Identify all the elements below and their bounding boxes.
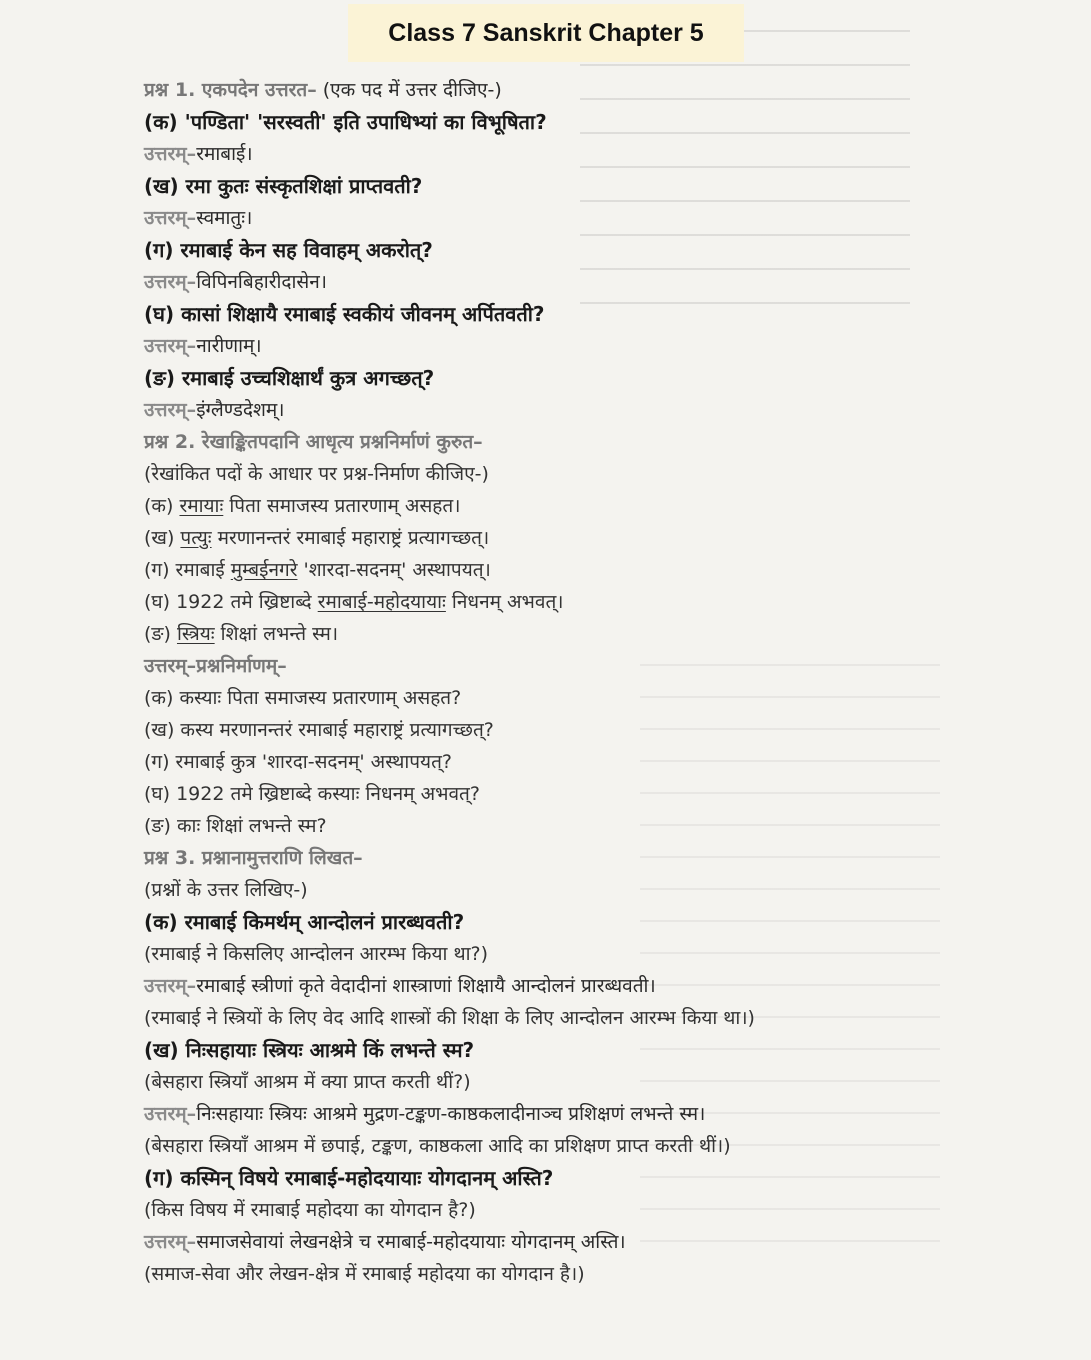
q1-answer: उत्तरम्–विपिनबिहारीदासेन। bbox=[144, 271, 328, 293]
q3-question: (ख) निःसहायाः स्त्रियः आश्रमे किं लभन्ते स्म? bbox=[144, 1038, 475, 1062]
q3-answer: उत्तरम्–निःसहायाः स्त्रियः आश्रमे मुद्रण-टङ्कण-काष्ठकलादीनाञ्च प्रशिक्षणं लभन्ते स्म। bbox=[144, 1103, 706, 1125]
q2-sentence: (ख) पत्युः मरणानन्तरं रमाबाई महाराष्ट्रं प्रत्यागच्छत्। bbox=[144, 527, 490, 549]
q1-answer: उत्तरम्–नारीणाम्। bbox=[144, 335, 262, 357]
q3-answer: उत्तरम्–रमाबाई स्त्रीणां कृते वेदादीनां शास्त्राणां शिक्षायै आन्दोलनं प्रारब्धवती। bbox=[144, 975, 656, 997]
q3-question-hindi: (बेसहारा स्त्रियाँ आश्रम में क्या प्राप्त करती थीं?) bbox=[144, 1071, 471, 1093]
q3-question: (क) रमाबाई किमर्थम् आन्दोलनं प्रारब्धवती? bbox=[144, 910, 465, 934]
q2-sentence: (ग) रमाबाई मुम्बईनगरे 'शारदा-सदनम्' अस्थापयत्। bbox=[144, 559, 491, 581]
q3-answer-hindi: (बेसहारा स्त्रियाँ आश्रम में छपाई, टङ्कण, काष्ठकला आदि का प्रशिक्षण प्राप्त करती थीं।) bbox=[144, 1135, 731, 1157]
q1-question: (घ) कासां शिक्षायै रमाबाई स्वकीयं जीवनम् अर्पितवती? bbox=[144, 302, 545, 326]
q1-question: (ङ) रमाबाई उच्चशिक्षार्थं कुत्र अगच्छत्? bbox=[144, 366, 435, 390]
q2-answer: (ङ) काः शिक्षां लभन्ते स्म? bbox=[144, 815, 327, 837]
content bbox=[144, 74, 924, 1290]
q3-answer-hindi: (रमाबाई ने स्त्रियों के लिए वेद आदि शास्त्रों की शिक्षा के लिए आन्दोलन आरम्भ किया था।) bbox=[144, 1007, 755, 1029]
q3-heading-note: (प्रश्नों के उत्तर लिखिए-) bbox=[144, 879, 308, 901]
q3-question-hindi: (रमाबाई ने किसलिए आन्दोलन आरम्भ किया था?) bbox=[144, 943, 489, 965]
q2-answer-heading: उत्तरम्–प्रश्ननिर्माणम्– bbox=[144, 655, 287, 677]
q1-answer: उत्तरम्–रमाबाई। bbox=[144, 143, 253, 165]
q3-answer: उत्तरम्–समाजसेवायां लेखनक्षेत्रे च रमाबाई-महोदयायाः योगदानम् अस्ति। bbox=[144, 1231, 626, 1253]
title-banner bbox=[348, 4, 744, 62]
q3-answer-hindi: (समाज-सेवा और लेखन-क्षेत्र में रमाबाई महोदया का योगदान है।) bbox=[144, 1263, 585, 1285]
q1-question: (ख) रमा कुतः संस्कृतशिक्षां प्राप्तवती? bbox=[144, 174, 423, 198]
q2-sentence: (घ) 1922 तमे ख्रिष्टाब्दे रमाबाई-महोदयायाः निधनम् अभवत्। bbox=[144, 591, 564, 613]
q1-question: (क) 'पण्डिता' 'सरस्वती' इति उपाधिभ्यां का विभूषिता? bbox=[144, 110, 547, 134]
q1-question: (ग) रमाबाई केन सह विवाहम् अकरोत्? bbox=[144, 238, 433, 262]
q2-heading-note: (रेखांकित पदों के आधार पर प्रश्न-निर्माण कीजिए-) bbox=[144, 463, 489, 485]
q2-sentence: (क) रमायाः पिता समाजस्य प्रतारणाम् असहत। bbox=[144, 495, 461, 517]
q3-heading: प्रश्न 3. प्रश्नानामुत्तराणि लिखत– bbox=[144, 847, 363, 869]
q1-answer: उत्तरम्–स्वमातुः। bbox=[144, 207, 253, 229]
q2-answer: (ख) कस्य मरणानन्तरं रमाबाई महाराष्ट्रं प्रत्यागच्छत्? bbox=[144, 719, 494, 741]
q3-question-hindi: (किस विषय में रमाबाई महोदया का योगदान है?) bbox=[144, 1199, 476, 1221]
q2-answer: (क) कस्याः पिता समाजस्य प्रतारणाम् असहत? bbox=[144, 687, 462, 709]
q2-heading: प्रश्न 2. रेखाङ्कितपदानि आधृत्य प्रश्ननिर्माणं कुरुत– bbox=[144, 431, 483, 453]
q2-answer: (ग) रमाबाई कुत्र 'शारदा-सदनम्' अस्थापयत्? bbox=[144, 751, 452, 773]
q2-answer: (घ) 1922 तमे ख्रिष्टाब्दे कस्याः निधनम् अभवत्? bbox=[144, 783, 480, 805]
q2-sentence: (ङ) स्त्रियः शिक्षां लभन्ते स्म। bbox=[144, 623, 339, 645]
q1-heading: प्रश्न 1. एकपदेन उत्तरत– (एक पद में उत्तर दीजिए-) bbox=[144, 79, 502, 101]
page-title: Class 7 Sanskrit Chapter 5 bbox=[388, 18, 704, 47]
q3-question: (ग) कस्मिन् विषये रमाबाई-महोदयायाः योगदानम् अस्ति? bbox=[144, 1166, 554, 1190]
q1-answer: उत्तरम्–इंग्लैण्डदेशम्। bbox=[144, 399, 285, 421]
